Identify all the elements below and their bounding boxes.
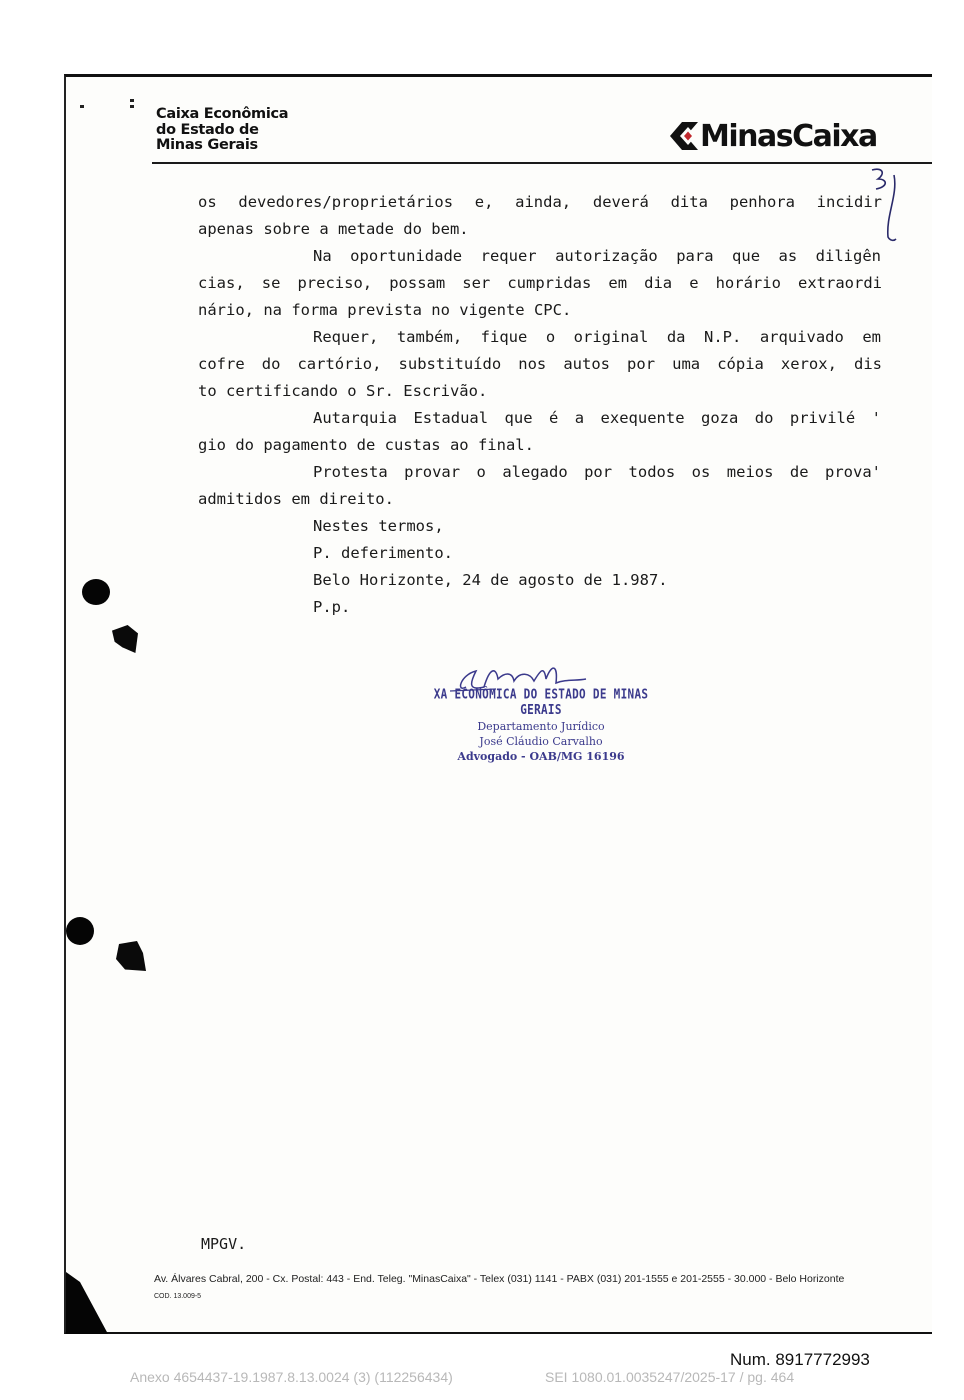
punch-hole [66, 917, 94, 945]
bank-name-line: Minas Gerais [156, 137, 258, 153]
body-line: cias, se preciso, possam ser cumpridas em dia e horário extraordi [198, 274, 882, 292]
punch-hole [116, 941, 146, 971]
body-line: cofre do cartório, substituído nos autos por uma cópia xerox, dis [198, 355, 882, 373]
body-line: Autarquia Estadual que é a exequente goza do privilé ' [313, 409, 881, 427]
body-line: apenas sobre a metade do bem. [198, 220, 469, 238]
body-line: Na oportunidade requer autorização para que as diligên [313, 247, 881, 265]
letter-page [64, 74, 932, 1334]
body-line: admitidos em direito. [198, 490, 394, 508]
corner-mark [130, 99, 134, 102]
minascaixa-logo-icon [666, 118, 702, 154]
body-line: to certificando o Sr. Escrivão. [198, 382, 488, 400]
lawyer-stamp [426, 686, 656, 763]
body-line: P. deferimento. [313, 544, 453, 562]
footer-address: Av. Álvares Cabral, 200 - Cx. Postal: 443 - End. Teleg. "MinasCaixa" - Telex (031) 1141 - PABX (031) 201-1555 e 201-2555 - 30.000 - Belo Horizonte [154, 1273, 845, 1285]
body-line: Protesta provar o alegado por todos os meios de prova' [313, 463, 881, 481]
minascaixa-logo [666, 115, 877, 157]
annex-reference: Anexo 4654437-19.1987.8.13.0024 (3) (112256434) [130, 1369, 453, 1385]
body-line: gio do pagamento de custas ao final. [198, 436, 534, 454]
footer-cod: COD. 13.009-5 [154, 1293, 202, 1300]
body-line: P.p. [313, 598, 351, 616]
typist-initials: MPGV. [201, 1235, 247, 1253]
body-line: os devedores/proprietários e, ainda, deverá dita penhora incidir [198, 193, 882, 211]
logo-text: MinasCaixa [700, 118, 877, 154]
body-line: Belo Horizonte, 24 de agosto de 1.987. [313, 571, 668, 589]
bank-name-line: Caixa Econômica [156, 106, 289, 122]
corner-shadow [66, 1272, 110, 1336]
punch-hole [82, 579, 110, 605]
stamp-department: Departamento Jurídico [477, 720, 605, 733]
body-line: Requer, também, fique o original da N.P. arquivado em [313, 328, 881, 346]
body-line: Nestes termos, [313, 517, 444, 535]
bank-name [156, 107, 288, 154]
bank-name-line: do Estado de [156, 121, 259, 138]
sei-reference: SEI 1080.01.0035247/2025-17 / pg. 464 [545, 1369, 795, 1385]
stamp-institution: XA ECONÔMICA DO ESTADO DE MINAS GERAIS [433, 686, 649, 718]
punch-hole [112, 625, 138, 653]
corner-mark [130, 105, 134, 108]
document-number: Num. 8917772993 [730, 1350, 870, 1369]
stamp-oab: Advogado - OAB/MG 16196 [457, 750, 625, 763]
stamp-lawyer-name: José Cláudio Carvalho [479, 735, 603, 748]
header-rule [152, 162, 932, 164]
body-line: nário, na forma prevista no vigente CPC. [198, 301, 572, 319]
corner-mark [80, 105, 84, 108]
